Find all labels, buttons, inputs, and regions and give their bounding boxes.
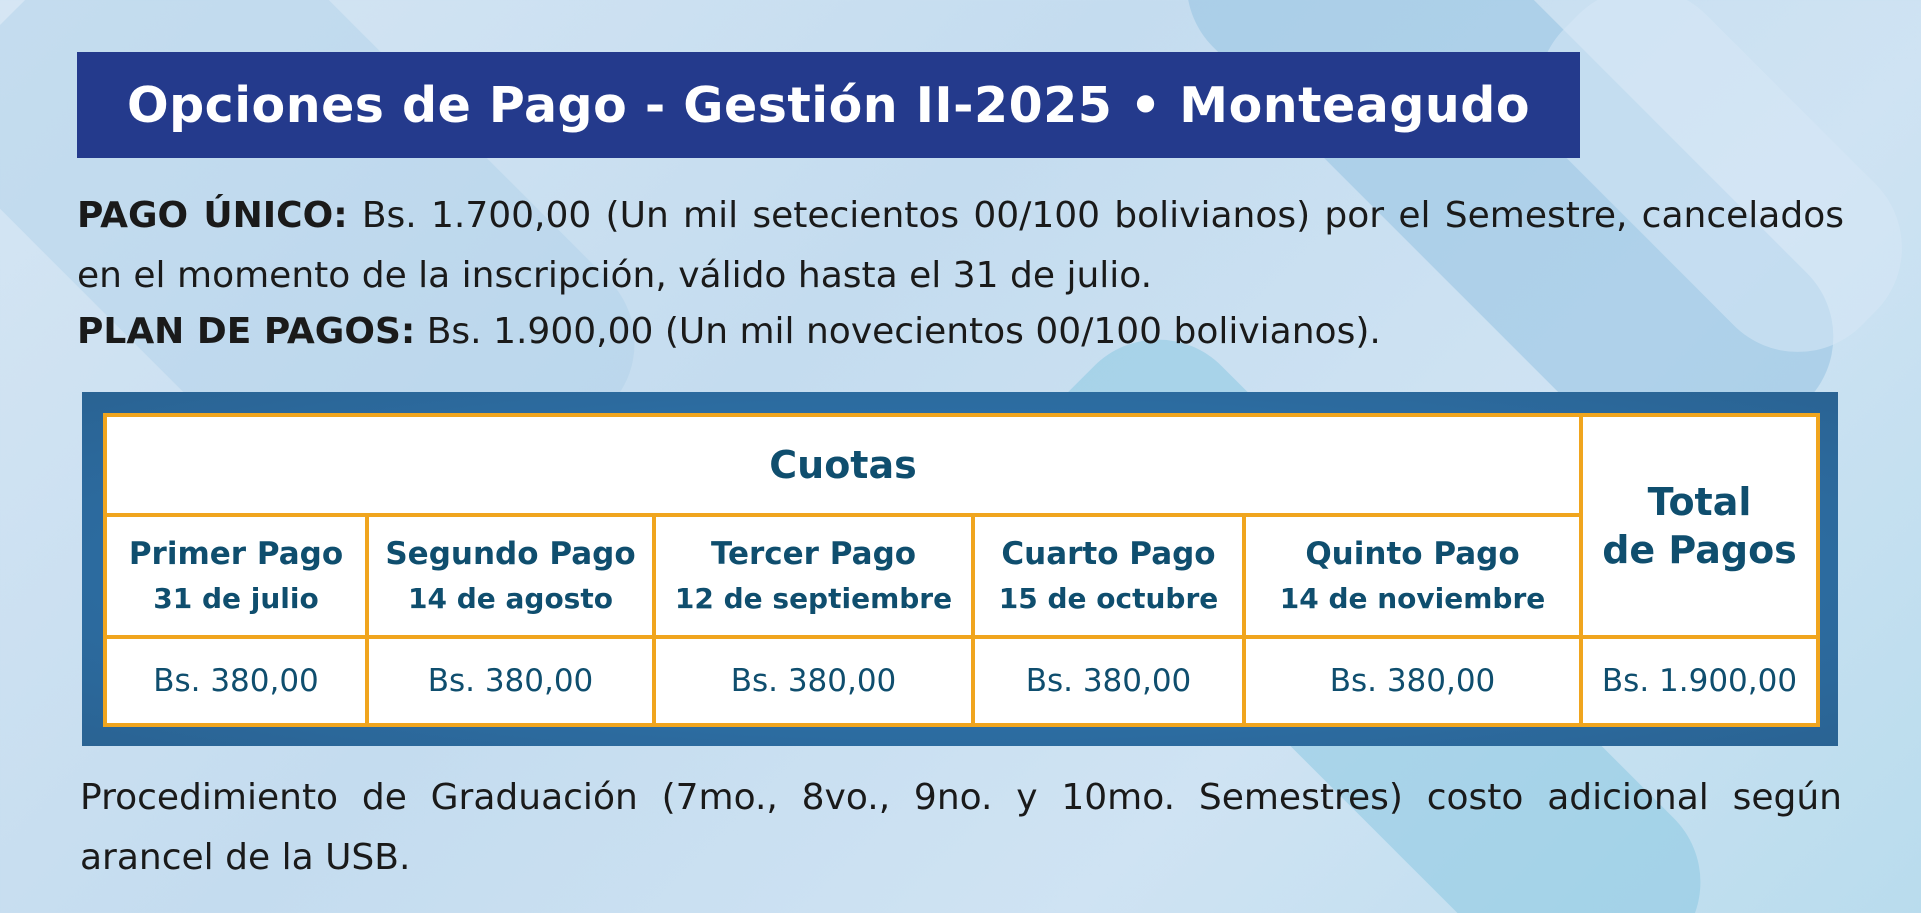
payment-date: 12 de septiembre	[674, 582, 953, 615]
payment-name: Segundo Pago	[385, 536, 636, 572]
plan-de-pagos-label: PLAN DE PAGOS:	[77, 311, 416, 352]
pago-unico-text: Bs. 1.700,00 (Un mil setecientos 00/100 bolivianos) por el Semestre, cancelados en el momento de la inscripción, válido hasta el 31 de julio.	[77, 195, 1844, 296]
total-amount: Bs. 1.900,00	[1581, 637, 1818, 725]
payment-header-4	[973, 515, 1244, 637]
payment-header-3	[654, 515, 973, 637]
payment-amount-2: Bs. 380,00	[367, 637, 654, 725]
payment-name: Tercer Pago	[710, 536, 917, 572]
payment-amount-5: Bs. 380,00	[1244, 637, 1581, 725]
payment-name: Primer Pago	[128, 536, 344, 572]
payment-table-frame	[82, 392, 1838, 746]
payment-amount-1: Bs. 380,00	[105, 637, 367, 725]
graduacion-note: Procedimiento de Graduación (7mo., 8vo., 9no. y 10mo. Semestres) costo adicional según arancel de la USB.	[80, 777, 1842, 878]
payment-schedule-table	[103, 413, 1820, 727]
payment-header-1	[105, 515, 367, 637]
payment-header-2	[367, 515, 654, 637]
cuotas-header: Cuotas	[105, 415, 1581, 515]
payment-header-5	[1244, 515, 1581, 637]
table-header-row	[105, 415, 1818, 515]
pago-unico-paragraph	[77, 186, 1844, 306]
plan-de-pagos-text: Bs. 1.900,00 (Un mil novecientos 00/100 bolivianos).	[415, 311, 1381, 352]
page-title: Opciones de Pago - Gestión II-2025 • Monteagudo	[126, 76, 1531, 134]
payment-amount-3: Bs. 380,00	[654, 637, 973, 725]
total-header-line2: de Pagos	[1602, 528, 1797, 572]
payment-date: 14 de noviembre	[1279, 582, 1546, 615]
payment-date: 31 de julio	[153, 582, 319, 615]
pago-unico-label: PAGO ÚNICO:	[77, 195, 348, 236]
payment-amount-4: Bs. 380,00	[973, 637, 1244, 725]
table-subheader-row	[105, 515, 1818, 637]
title-banner	[77, 52, 1580, 158]
payment-date: 15 de octubre	[998, 582, 1219, 615]
total-header-line1: Total	[1647, 480, 1752, 524]
total-header	[1581, 415, 1818, 637]
plan-de-pagos-paragraph	[77, 302, 1844, 362]
table-row	[105, 637, 1818, 725]
payment-date: 14 de agosto	[408, 582, 613, 615]
payment-name: Quinto Pago	[1305, 536, 1520, 572]
payment-name: Cuarto Pago	[1001, 536, 1216, 572]
